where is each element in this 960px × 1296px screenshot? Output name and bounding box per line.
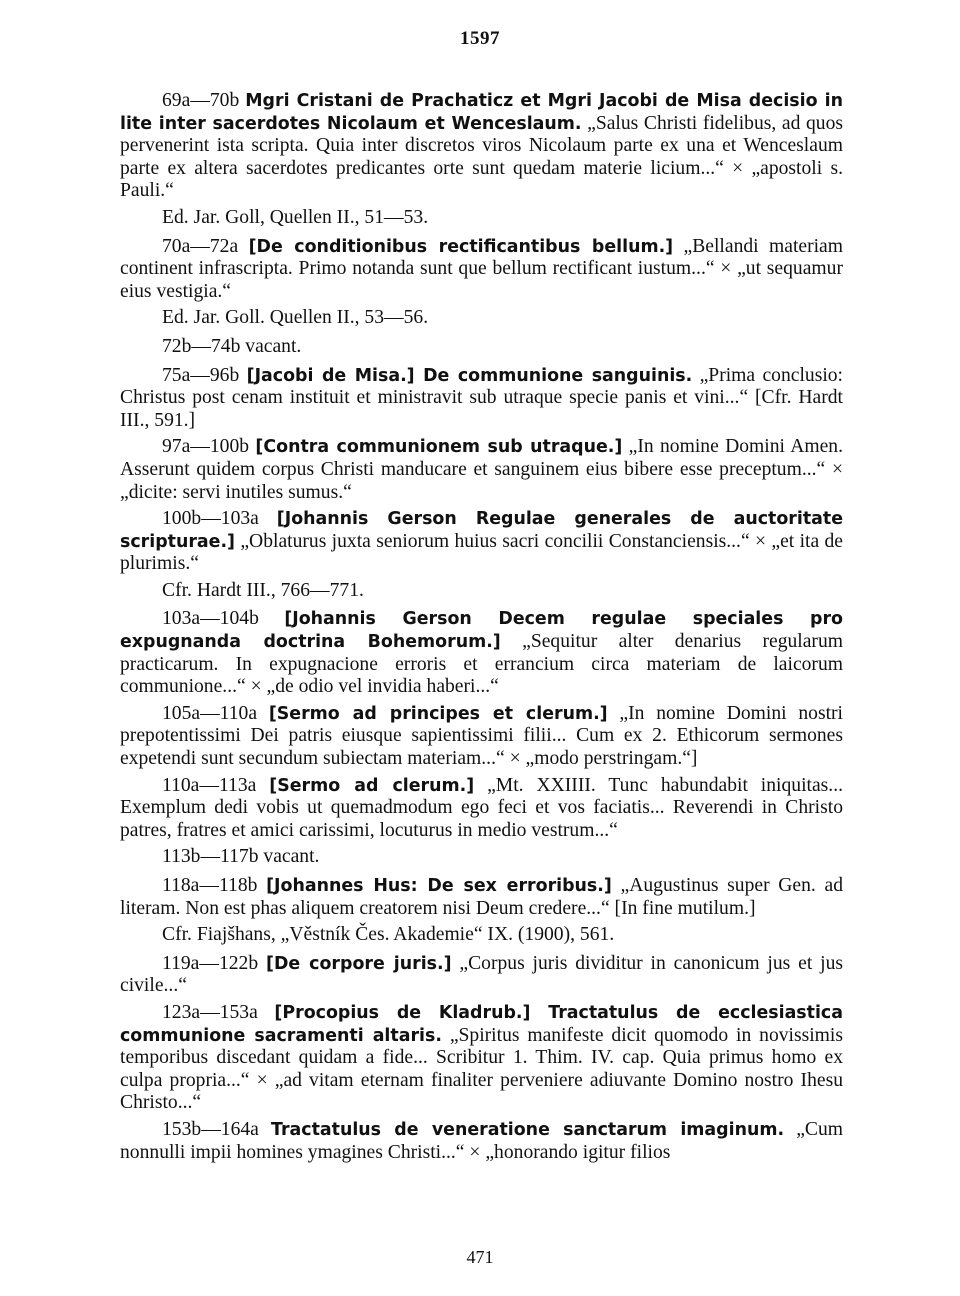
folio-range: 103a—104b bbox=[162, 608, 259, 630]
entry-100b bbox=[120, 508, 843, 576]
edition-reference: Ed. Jar. Goll. Quellen II., 53—56. bbox=[162, 307, 429, 329]
entry-text: „Augustinus super Gen. ad literam. Non est phas aliquem creatorem nisi Deum credere...“ [In fine mutilum.] bbox=[120, 875, 844, 919]
entry-119a bbox=[120, 953, 843, 998]
edition-reference: Ed. Jar. Goll, Quellen II., 51—53. bbox=[162, 206, 429, 228]
entry-text: „Spiritus manifeste dicit quomodo in novissimis temporibus discedant quidam a fide... Scribitur 1. Thim. IV. cap. Quia primus homo ex culpa propria...“ × „ad vitam eternam finaliter perveniere adiuvante Domino nostro Ihesu Christo...“ bbox=[120, 1024, 843, 1114]
folio-range: 97a—100b bbox=[162, 436, 250, 458]
folio-range: 70a—72a bbox=[162, 235, 239, 257]
entry-118a bbox=[120, 875, 843, 920]
entry-title: [Sermo ad principes et clerum.] bbox=[268, 703, 608, 724]
entry-97a bbox=[120, 436, 843, 504]
folio-range: 75a—96b bbox=[162, 364, 240, 386]
entry-text: „In nomine Domini Amen. Asserunt quidem corpus Christi manducare et sanguinem eius bibere esse preceptum...“ × „dicite: servi inutiles sumus.“ bbox=[120, 436, 843, 503]
entry-text: „Salus Christi fidelibus, ad quos pervenerint ista scripta. Quia inter discretos viros Nicolaum parte ex una et Wenceslaum parte ex altera sacerdotes predicantes orte sunt quedam materie licium...“ × „apostoli s. Pauli.“ bbox=[120, 112, 843, 202]
page-number-top: 1597 bbox=[460, 28, 500, 49]
catalog-entries bbox=[120, 90, 843, 1168]
entry-110a bbox=[120, 775, 843, 843]
entry-title: [Johannes Hus: De sex erroribus.] bbox=[266, 876, 612, 896]
entry-text: „In nomine Domini nostri prepotentissimi Dei patris eiusque sapientissimi filii... Cum ex 2. Ethicorum sermones expetendi sunt secundum subiectam materiam...“ × „modo perstringam.“] bbox=[120, 702, 843, 770]
comparison-reference: Cfr. Fiajšhans, „Věstník Čes. Akademie“ IX. (1900), 561. bbox=[162, 924, 615, 946]
folio-range: 105a—110a bbox=[162, 702, 258, 724]
entry-text: „Mt. XXIIII. Tunc habundabit iniquitas... Exemplum dedi vobis ut quemadmodum ego feci et vos faciatis... Reverendi in Christo patres, fratres et amici carissimi, locuturus in medio vestrum...“ bbox=[120, 774, 843, 841]
comparison-reference: Cfr. Hardt III., 766—771. bbox=[162, 579, 364, 601]
entry-title: Tractatulus de veneratione sanctarum imaginum. bbox=[271, 1119, 785, 1140]
entry-text: „Sequitur alter denarius regularum practicarum. In expugnacione erroris et errancium circa materiam de laicorum communione...“ × „de odio vel invidia haberi...“ bbox=[120, 631, 843, 698]
entry-title: Mgri Cristani de Prachaticz et Mgri Jacobi de Misa decisio in lite inter sacerdotes Nicolaum et Wenceslaum. bbox=[120, 91, 843, 134]
entry-text: „Prima conclusio: Christus post cenam instituit et ministravit sub utraque specie panis et vini...“ [Cfr. Hardt III., 591.] bbox=[120, 364, 843, 431]
entry-title: [Johannis Gerson Decem regulae speciales pro expugnanda doctrina Bohemorum.] bbox=[120, 609, 843, 653]
entry-text: „Cum nonnulli impii homines ymagines Christi...“ × „honorando igitur filios bbox=[120, 1118, 843, 1163]
folio-range: 100b—103a bbox=[162, 508, 259, 530]
entry-text: „Oblaturus juxta seniorum huius sacri concilii Constanciensis...“ × „et ita de plurimis.“ bbox=[120, 530, 843, 575]
entry-title: [Sermo ad clerum.] bbox=[269, 775, 475, 796]
folio-range: 118a—118b bbox=[162, 875, 258, 896]
entry-70a bbox=[120, 236, 843, 304]
entry-text: „Bellandi materiam continent infrascripta. Primo notanda sunt que bellum rectificant iustum...“ × „ut sequamur eius vestigia.“ bbox=[120, 235, 843, 302]
entry-text: „Corpus juris dividitur in canonicum jus et jus civile...“ bbox=[120, 952, 843, 997]
entry-title: [Jacobi de Misa.] De communione sanguinis. bbox=[246, 365, 693, 386]
entry-105a bbox=[120, 703, 843, 771]
vacant-note: 72b—74b vacant. bbox=[162, 335, 302, 357]
vacant-note: 113b—117b vacant. bbox=[162, 846, 320, 868]
entry-title: [Procopius de Kladrub.] Tractatulus de ecclesiastica communione sacramenti altaris. bbox=[120, 1002, 843, 1046]
entry-75a bbox=[120, 365, 843, 433]
folio-range: 123a—153a bbox=[162, 1001, 258, 1023]
folio-range: 110a—113a bbox=[162, 774, 257, 796]
page-number-bottom: 471 bbox=[466, 1247, 494, 1267]
entry-title: [Johannis Gerson Regulae generales de auctoritate scripturae.] bbox=[120, 509, 843, 552]
entry-123a bbox=[120, 1002, 843, 1115]
folio-range: 153b—164a bbox=[162, 1118, 259, 1140]
folio-range: 119a—122b bbox=[162, 952, 259, 974]
entry-title: [De conditionibus rectificantibus bellum.] bbox=[248, 236, 674, 257]
entry-153b bbox=[120, 1119, 843, 1164]
entry-title: [Contra communionem sub utraque.] bbox=[255, 437, 623, 458]
folio-range: 69a—70b bbox=[162, 90, 240, 111]
entry-title: [De corpore juris.] bbox=[266, 953, 452, 974]
entry-103a bbox=[120, 608, 843, 698]
entry-69a bbox=[120, 90, 843, 203]
